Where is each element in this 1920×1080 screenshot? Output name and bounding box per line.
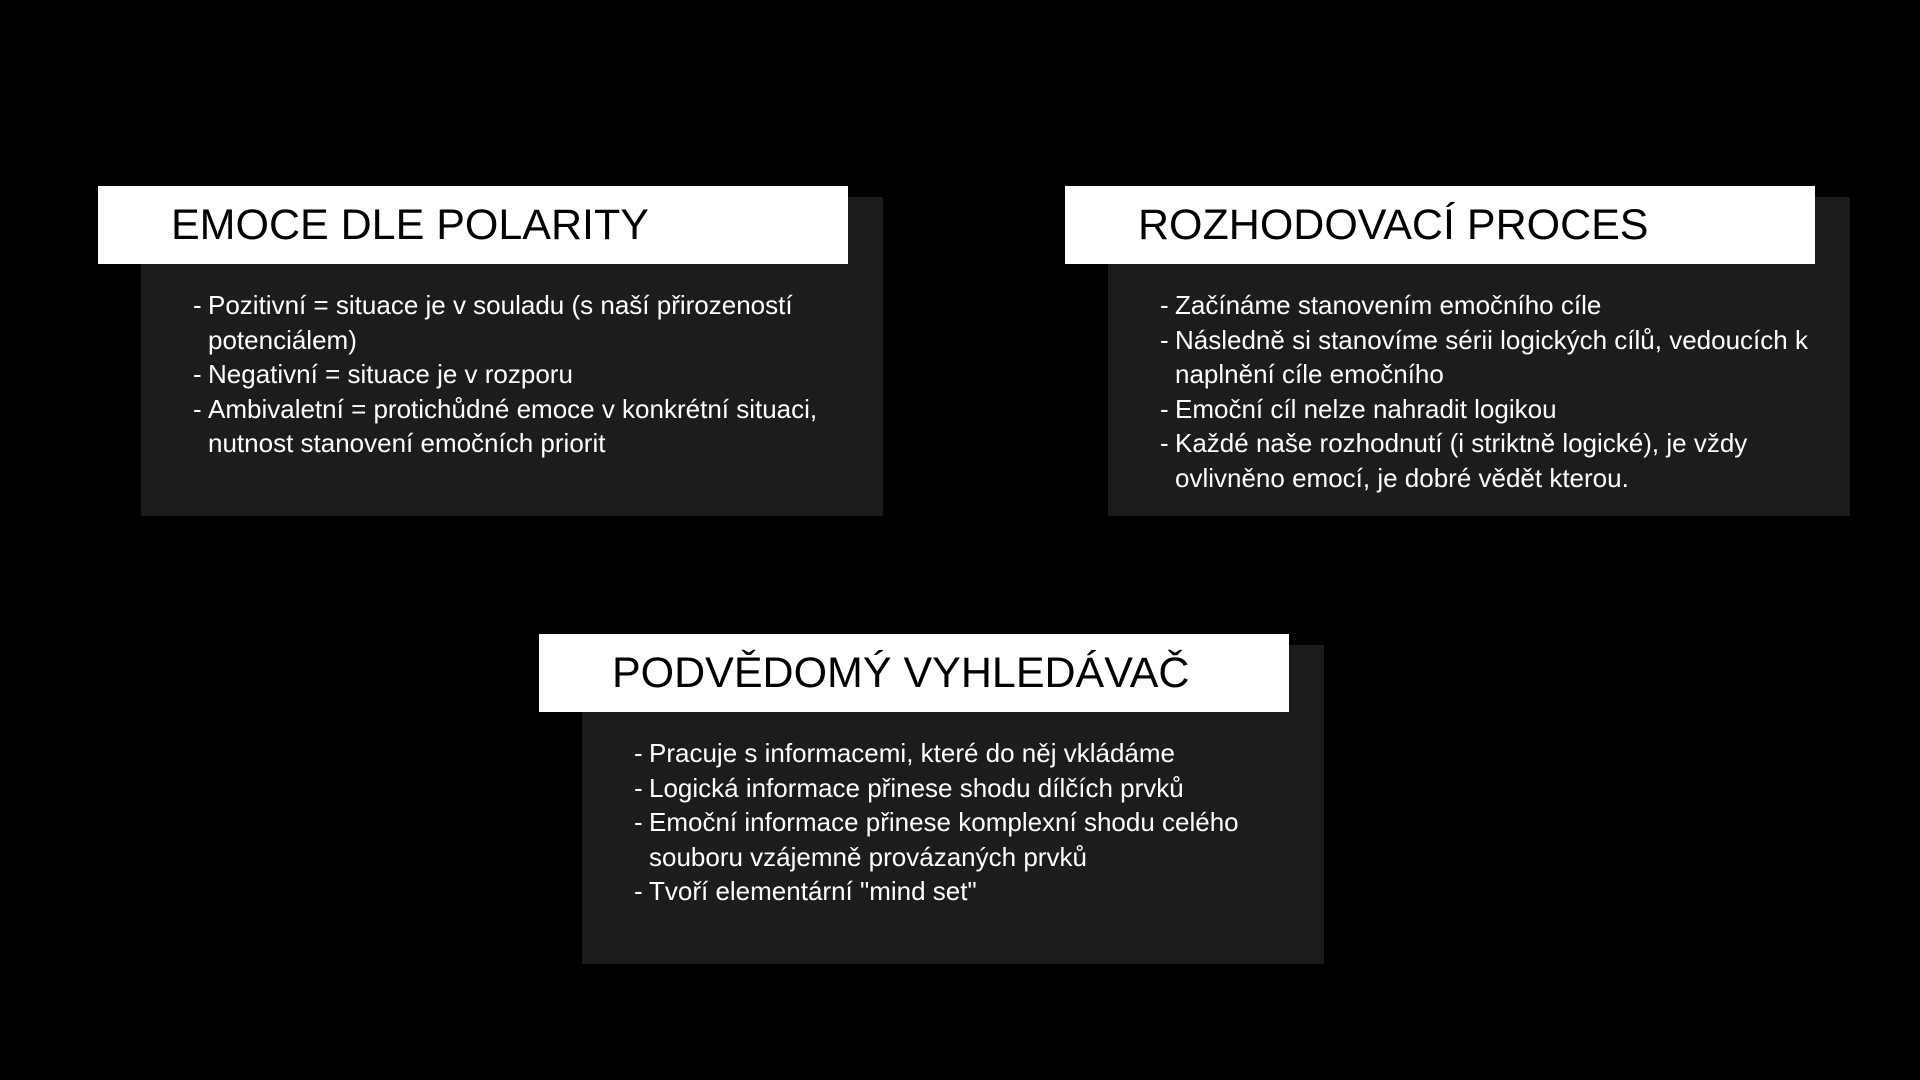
list-item: - Každé naše rozhodnutí (i striktně logické), je vždy ovlivněno emocí, je dobré vědět kterou. [1160,426,1850,495]
list-item: - Začínáme stanovením emočního cíle [1160,288,1850,323]
card-title: EMOCE DLE POLARITY [171,200,649,249]
card-title: PODVĚDOMÝ VYHLEDÁVAČ [612,648,1190,697]
card-subconscious-search [539,634,1324,964]
list-item: - Emoční cíl nelze nahradit logikou [1160,392,1850,427]
list-item: - Emoční informace přinese komplexní shodu celého souboru vzájemně provázaných prvků [634,805,1324,874]
card-title-bar [98,186,848,264]
card-decision-process [1065,186,1850,516]
list-item: - Ambivaletní = protichůdné emoce v konkrétní situaci, nutnost stanovení emočních priorit [193,392,883,461]
list-item: - Pracuje s informacemi, které do něj vkládáme [634,736,1324,771]
bullet-list [1160,288,1850,495]
list-item: - Logická informace přinese shodu dílčích prvků [634,771,1324,806]
card-emotion-polarity [98,186,883,516]
card-title-bar [539,634,1289,712]
list-item: - Pozitivní = situace je v souladu (s naší přirozeností potenciálem) [193,288,883,357]
list-item: - Následně si stanovíme sérii logických cílů, vedoucích k naplnění cíle emočního [1160,323,1850,392]
card-title: ROZHODOVACÍ PROCES [1138,200,1649,249]
list-item: - Negativní = situace je v rozporu [193,357,883,392]
list-item: - Tvoří elementární "mind set" [634,874,1324,909]
bullet-list [193,288,883,461]
card-title-bar [1065,186,1815,264]
bullet-list [634,736,1324,909]
